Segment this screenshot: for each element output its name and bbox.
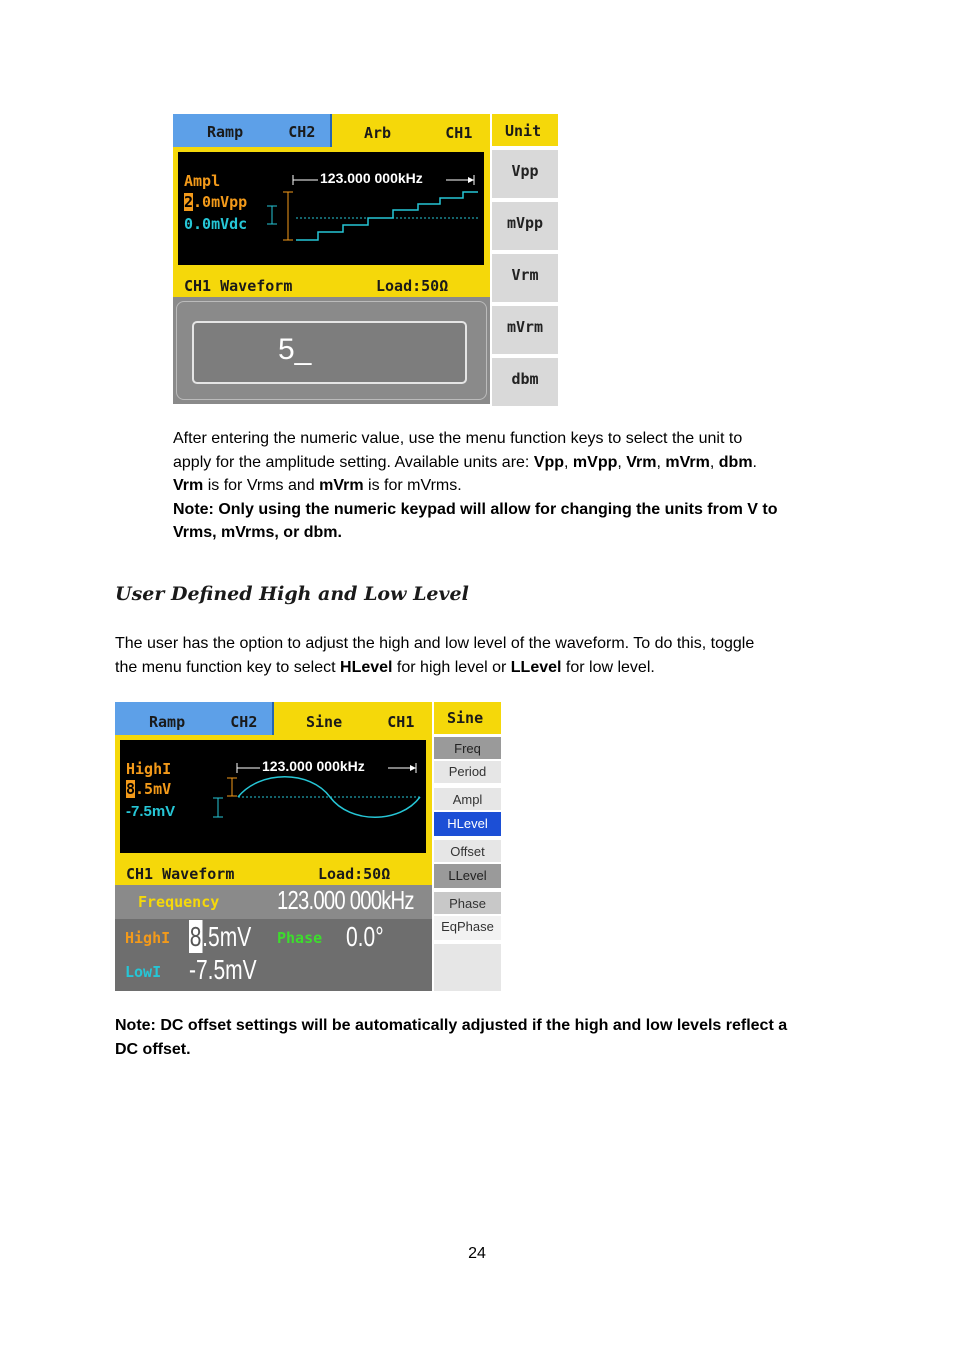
entry-panel: [173, 297, 490, 404]
para1-note-line2: Vrms, mVrms, or dbm.: [173, 524, 342, 541]
menu-llevel[interactable]: LLevel: [434, 864, 501, 888]
menu-eqphase[interactable]: EqPhase: [434, 916, 501, 940]
waveform-label: CH1 Waveform: [126, 865, 235, 883]
waveform-panel: [173, 147, 490, 297]
sine-menu-title: [434, 702, 501, 734]
note-line2: DC offset.: [115, 1040, 191, 1058]
low-param-value[interactable]: -7.5mV: [189, 954, 257, 985]
frequency-label: Frequency: [138, 893, 220, 911]
para2-line2: the menu function key to select HLevel for high level or LLevel for low level.: [115, 658, 655, 676]
menu-offset[interactable]: Offset: [434, 840, 501, 862]
ampl-label: Ampl: [184, 172, 221, 190]
menu-freq[interactable]: Freq: [434, 737, 501, 759]
frequency-value: 123.000 000kHz: [277, 885, 414, 915]
phase-value[interactable]: 0.0°: [346, 921, 384, 952]
unit-menu-title-label: Unit: [505, 122, 542, 140]
ramp-waveform-graphic: [178, 152, 484, 265]
waveform-panel: [115, 735, 432, 885]
low-value: -7.5mV: [126, 803, 176, 820]
high-param-cursor: 8: [189, 921, 202, 952]
para1-note-line1: Note: Only using the numeric keypad will allow for changing the units from V to: [173, 500, 778, 518]
high-param-value[interactable]: 8.5mV: [189, 921, 252, 952]
para2-line1: The user has the option to adjust the high and low level of the waveform. To do this, toggle: [115, 635, 755, 652]
high-low-paragraph: [115, 632, 855, 679]
sine-waveform-graphic: [120, 740, 426, 853]
tab-ch1[interactable]: [332, 114, 490, 147]
high-low-level-screenshot: [115, 702, 501, 991]
ampl-value-rest: .0mVpp: [193, 193, 248, 211]
highl-label: HighI: [126, 760, 172, 778]
high-value: 8.5mV: [126, 780, 172, 798]
tab-ch2-label: Ramp CH2: [149, 713, 258, 731]
menu-hlevel[interactable]: HLevel: [434, 812, 501, 836]
para1-line1: After entering the numeric value, use the menu function keys to select the unit to: [173, 430, 743, 447]
dc-offset-note: [115, 1014, 855, 1061]
note-line1: Note: DC offset settings will be automatically adjusted if the high and low levels reflect a: [115, 1017, 788, 1034]
ampl-cursor-digit: 2: [184, 193, 194, 211]
tab-ch2[interactable]: [173, 114, 332, 147]
freq-value: 123.000 000kHz: [320, 170, 423, 186]
unit-menu-title: [492, 114, 558, 146]
page-number: 24: [468, 1245, 486, 1262]
tab-ch2[interactable]: [115, 702, 274, 735]
frequency-row[interactable]: [115, 885, 432, 919]
waveform-display: [120, 740, 426, 853]
para1-line2: apply for the amplitude setting. Available units are: Vpp, mVpp, Vrm, mVrm, dbm.: [173, 453, 757, 471]
high-cursor-digit: 8: [126, 780, 136, 798]
waveform-label: CH1 Waveform: [184, 277, 293, 295]
menu-empty-slot: [434, 944, 501, 991]
unit-menu: [490, 114, 558, 404]
tab-ch2-label: Ramp CH2: [207, 123, 316, 141]
load-label: Load:50Ω: [376, 277, 449, 295]
sine-menu: [432, 702, 501, 991]
entry-value: 5_: [278, 333, 312, 366]
numeric-entry-field[interactable]: [192, 321, 467, 384]
highl-param-label: HighI: [125, 929, 171, 947]
phase-label: Phase: [277, 929, 323, 947]
unit-mvpp-button[interactable]: mVpp: [492, 200, 558, 250]
unit-menu-screenshot: [173, 114, 558, 404]
menu-period[interactable]: Period: [434, 761, 501, 783]
offset-value: 0.0mVdc: [184, 215, 248, 233]
waveform-display: [178, 152, 484, 265]
unit-mvrm-button[interactable]: mVrm: [492, 304, 558, 354]
unit-dbm-button[interactable]: dbm: [492, 356, 558, 406]
lowl-param-label: LowI: [125, 963, 162, 981]
tab-ch1-label: Arb CH1: [364, 124, 473, 142]
unit-vpp-button[interactable]: Vpp: [492, 148, 558, 198]
menu-phase[interactable]: Phase: [434, 892, 501, 914]
para1-line3: Vrm is for Vrms and mVrm is for mVrms.: [173, 477, 462, 494]
parameter-panel: [115, 885, 432, 991]
freq-value: 123.000 000kHz: [262, 758, 365, 774]
load-label: Load:50Ω: [318, 865, 391, 883]
unit-vrm-button[interactable]: Vrm: [492, 252, 558, 302]
unit-selection-paragraph: [173, 427, 853, 545]
tab-ch1[interactable]: [274, 702, 432, 735]
section-heading: User Defined High and Low Level: [115, 583, 469, 605]
tab-ch1-label: Sine CH1: [306, 713, 415, 731]
menu-ampl[interactable]: Ampl: [434, 788, 501, 810]
sine-menu-title-label: Sine: [447, 709, 484, 727]
